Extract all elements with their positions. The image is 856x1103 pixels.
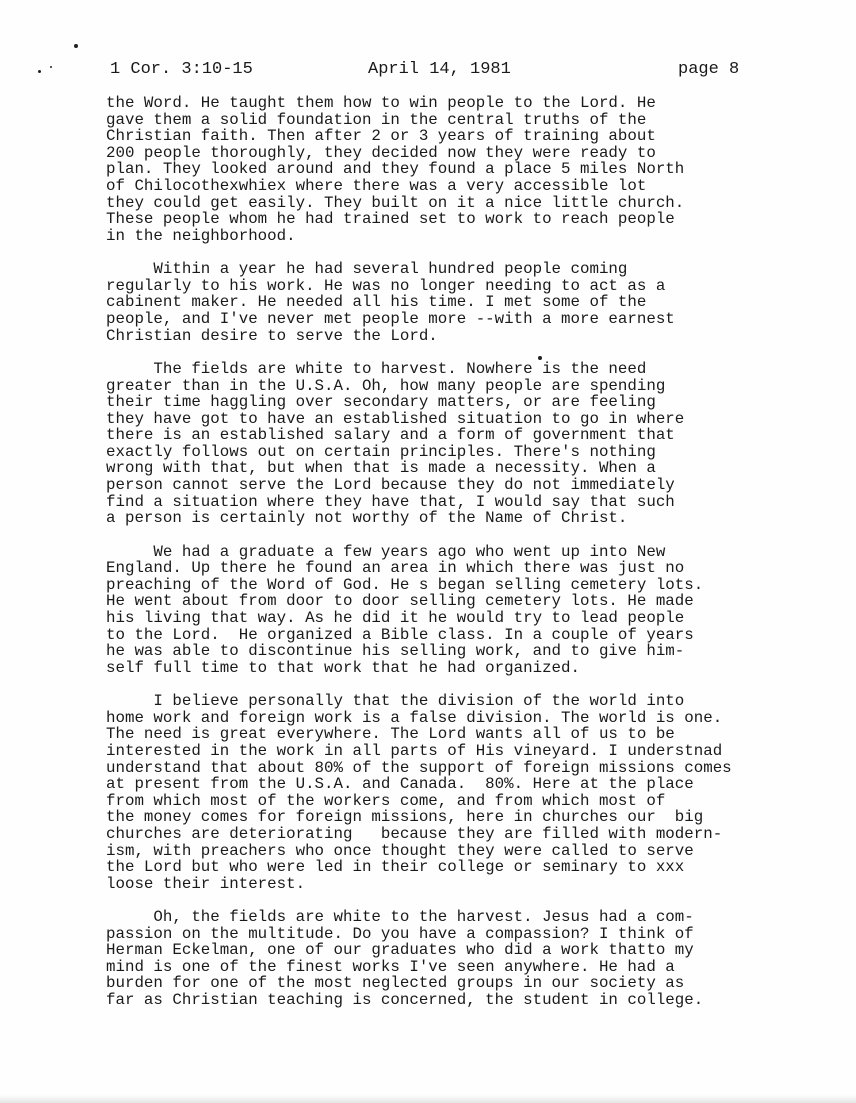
text-line: Christian faith. Then after 2 or 3 years of training about — [106, 127, 656, 146]
body-text — [106, 95, 806, 1025]
text-line: preaching of the Word of God. He s began selling cemetery lots. — [106, 575, 704, 594]
text-line: his living that way. As he did it he would try to lead people — [106, 609, 685, 628]
text-line: loose their interest. — [106, 874, 306, 893]
text-line: in the neighborhood. — [106, 226, 296, 245]
text-line: Herman Eckelman, one of our graduates who did a work thatto my — [106, 941, 694, 960]
text-line: interested in the work in all parts of His vineyard. I understnad — [106, 741, 723, 760]
text-line: regularly to his work. He was no longer needing to act as a — [106, 276, 666, 295]
text-line: Oh, the fields are white to the harvest. Jesus had a com- — [106, 908, 694, 927]
text-line: of Chilocothexwhiex where there was a very accessible lot — [106, 176, 647, 195]
scripture-reference: 1 Cor. 3:10-15 — [110, 60, 253, 79]
text-line: find a situation where they have that, I would say that such — [106, 492, 675, 511]
text-line: burden for one of the most neglected groups in our society as — [106, 974, 685, 993]
paragraph — [106, 361, 806, 527]
text-line: they could get easily. They built on it a nice little church. — [106, 193, 685, 212]
text-line: the Lord but who were led in their college or seminary to xxx — [106, 858, 685, 877]
text-line: plan. They looked around and they found a place 5 miles North — [106, 160, 685, 179]
text-line: greater than in the U.S.A. Oh, how many people are spending — [106, 376, 666, 395]
text-line: to the Lord. He organized a Bible class. In a couple of years — [106, 625, 694, 644]
text-line: Within a year he had several hundred people coming — [106, 260, 628, 279]
text-line: The need is great everywhere. The Lord wants all of us to be — [106, 725, 675, 744]
text-line: far as Christian teaching is concerned, the student in college. — [106, 991, 704, 1010]
text-line: gave them a solid foundation in the central truths of the — [106, 110, 647, 129]
text-line: there is an established salary and a form of government that — [106, 426, 675, 445]
text-line: 200 people thoroughly, they decided now they were ready to — [106, 143, 656, 162]
text-line: churches are deteriorating because they are filled with modern- — [106, 824, 723, 843]
text-line: people, and I've never met people more --with a more earnest — [106, 309, 675, 328]
text-line: he was able to discontinue his selling work, and to give him- — [106, 642, 685, 661]
text-line: passion on the multitude. Do you have a compassion? I think of — [106, 924, 694, 943]
text-line: from which most of the workers come, and from which most of — [106, 791, 666, 810]
text-line: These people whom he had trained set to work to reach people — [106, 210, 675, 229]
text-line: wrong with that, but when that is made a necessity. When a — [106, 459, 656, 478]
text-line: exactly follows out on certain principles. There's nothing — [106, 442, 656, 461]
page-number: page 8 — [678, 60, 740, 79]
text-line: they have got to have an established situation to go in where — [106, 409, 685, 428]
scan-speck — [38, 70, 41, 73]
scan-bottom-edge — [0, 1095, 856, 1103]
text-line: cabinent maker. He needed all his time. I met some of the — [106, 293, 647, 312]
text-line: mind is one of the finest works I've seen anywhere. He had a — [106, 957, 675, 976]
paragraph — [106, 544, 806, 677]
text-line: We had a graduate a few years ago who went up into New — [106, 542, 666, 561]
text-line: home work and foreign work is a false division. The world is one. — [106, 708, 723, 727]
text-line: their time haggling over secondary matters, or are feeling — [106, 393, 656, 412]
text-line: self full time to that work that he had organized. — [106, 658, 580, 677]
text-line: understand that about 80% of the support of foreign missions comes — [106, 758, 732, 777]
paragraph — [106, 261, 806, 344]
text-line: ism, with preachers who once thought they were called to serve — [106, 841, 694, 860]
text-line: He went about from door to door selling cemetery lots. He made — [106, 592, 694, 611]
scan-speck — [50, 66, 52, 68]
text-line: England. Up there he found an area in which there was just no — [106, 559, 685, 578]
text-line: the Word. He taught them how to win people to the Lord. He — [106, 94, 656, 112]
text-line: Christian desire to serve the Lord. — [106, 326, 438, 345]
text-line: The fields are white to harvest. Nowhere is the need — [106, 359, 647, 378]
text-line: at present from the U.S.A. and Canada. 80%. Here at the place — [106, 775, 694, 794]
text-line: person cannot serve the Lord because they do not immediately — [106, 476, 675, 495]
paragraph — [106, 909, 806, 1009]
text-line: the money comes for foreign missions, here in churches our big — [106, 808, 704, 827]
text-line: a person is certainly not worthy of the Name of Christ. — [106, 509, 628, 528]
document-date: April 14, 1981 — [368, 60, 511, 79]
scan-speck — [74, 44, 78, 48]
text-line: I believe personally that the division of the world into — [106, 692, 685, 711]
paragraph — [106, 693, 806, 892]
paragraph — [106, 95, 806, 244]
